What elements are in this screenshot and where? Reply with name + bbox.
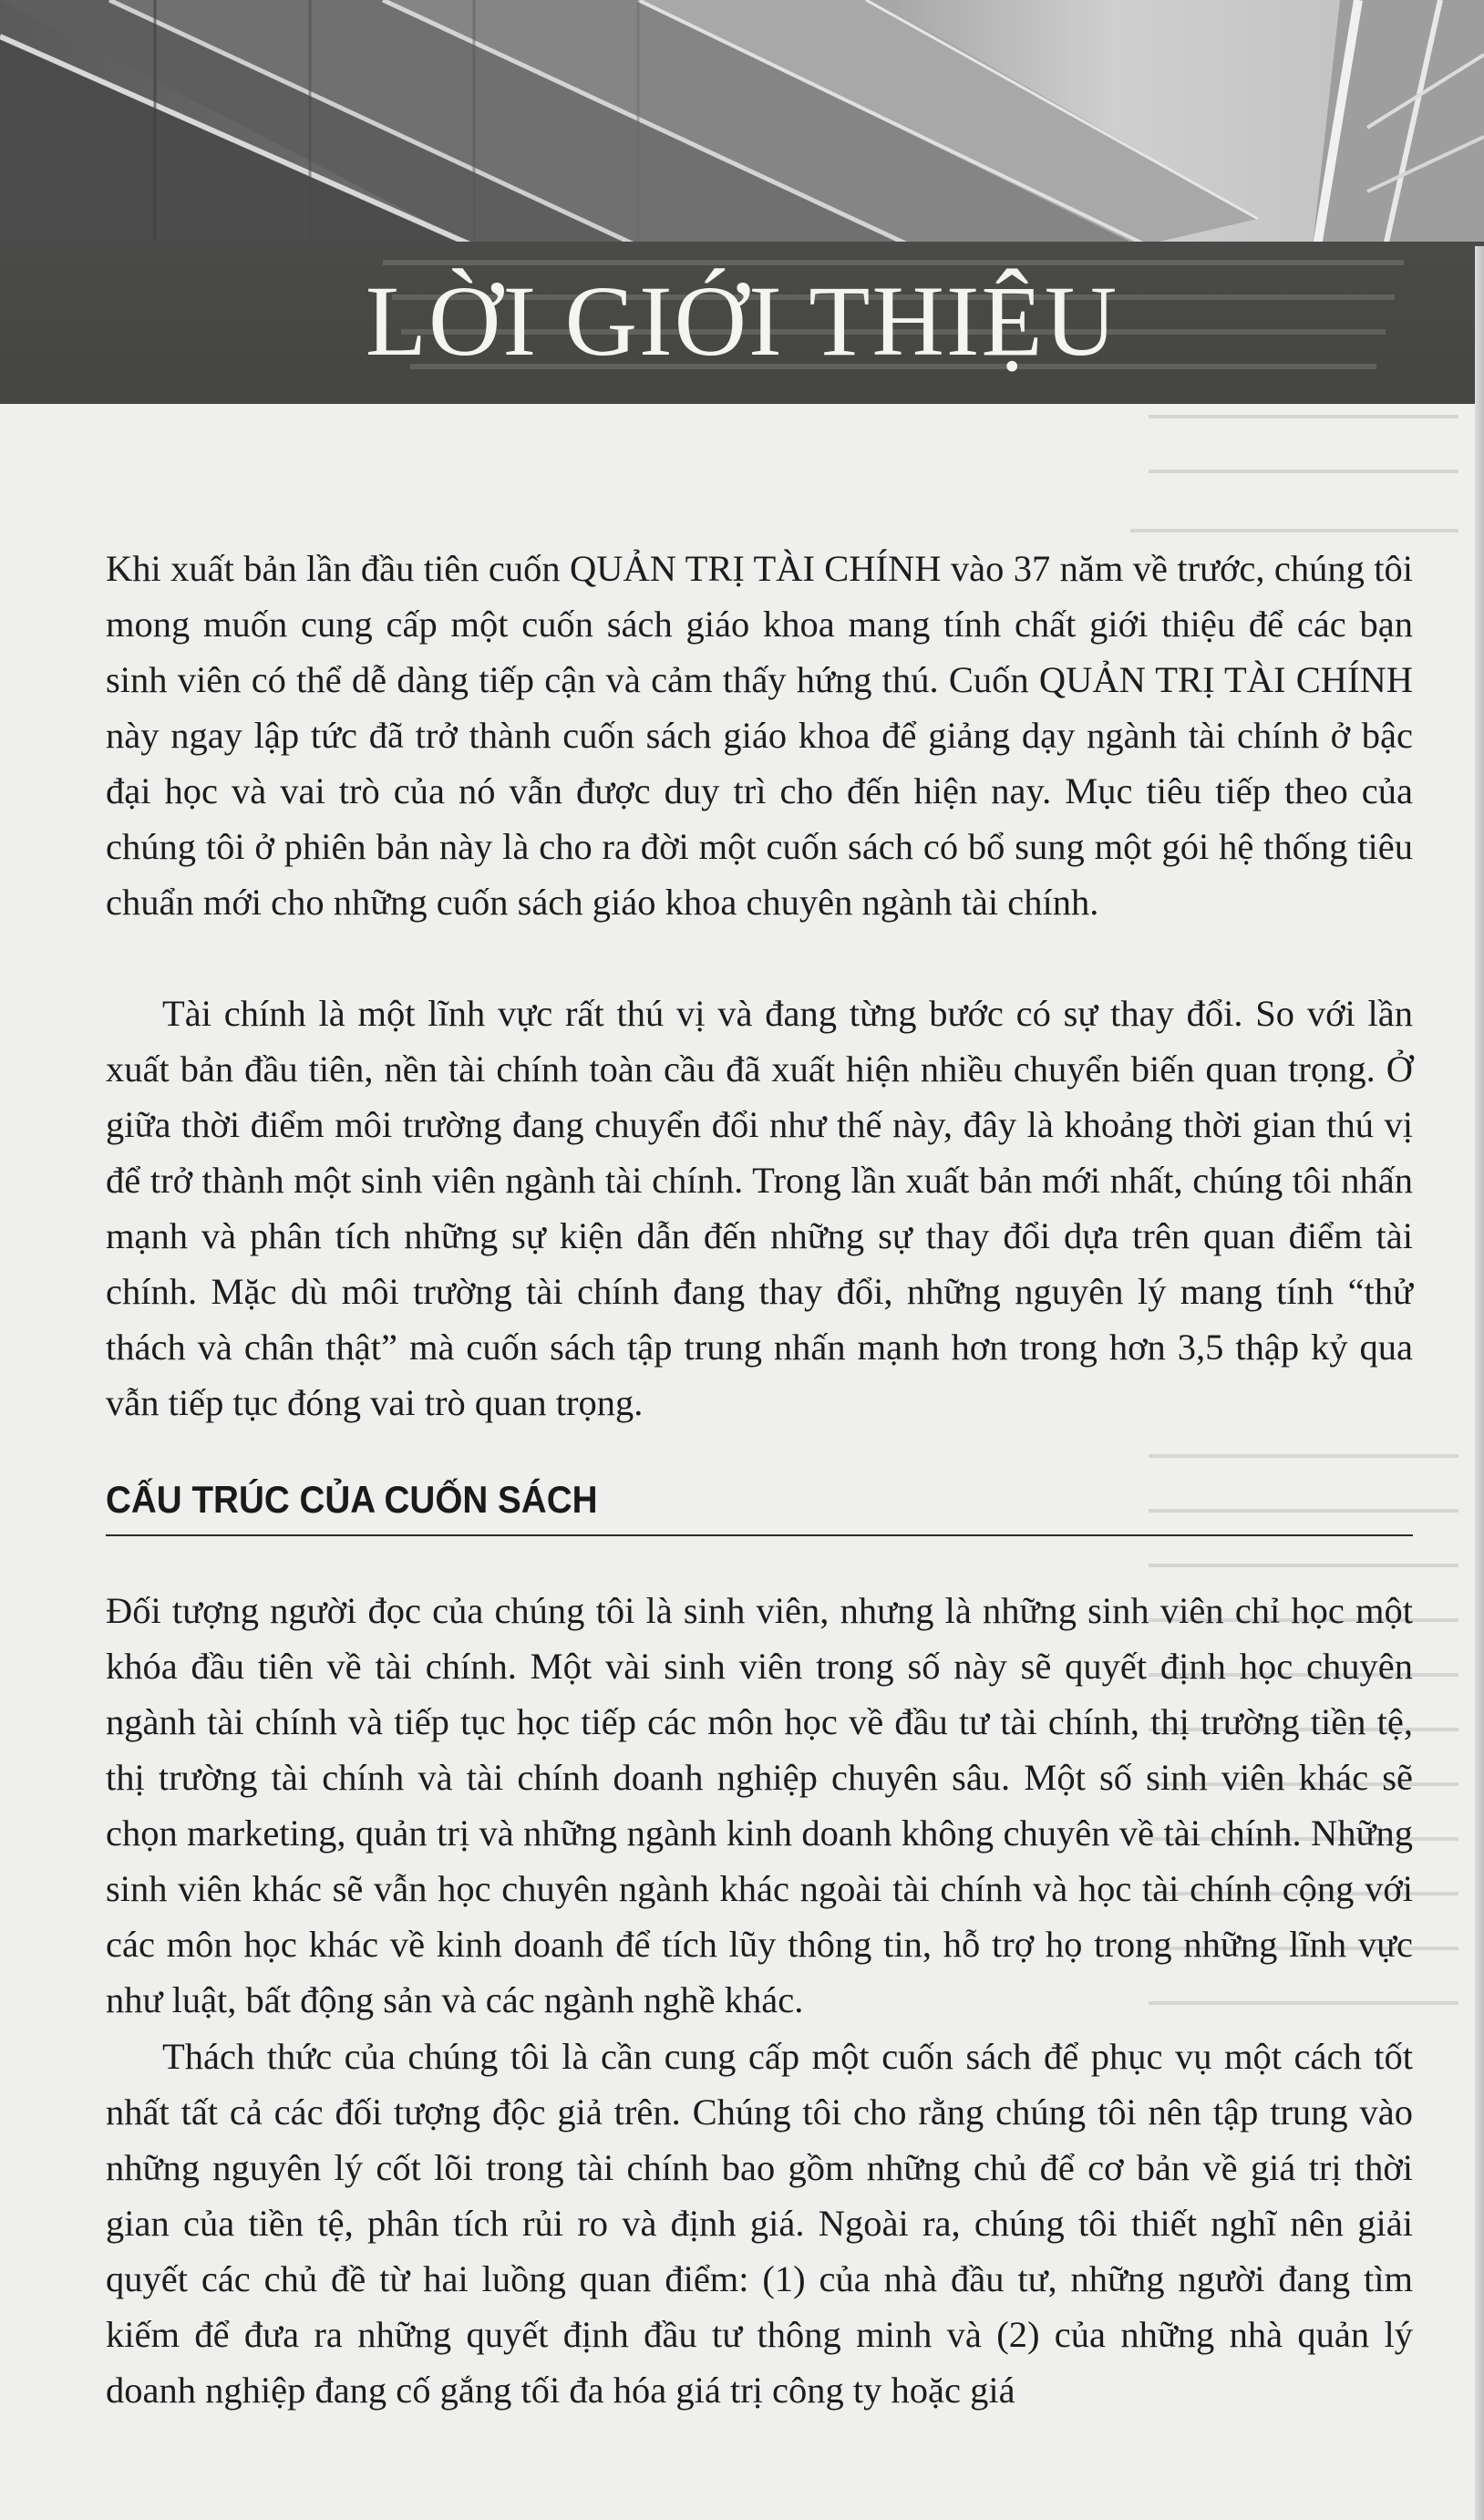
page-edge-shadow — [1475, 246, 1484, 2520]
section-divider — [106, 1534, 1413, 1536]
section-heading: CẤU TRÚC CỦA CUỐN SÁCH — [106, 1478, 598, 1521]
intro-paragraph-2: Tài chính là một lĩnh vực rất thú vị và đang từng bước có sự thay đổi. So với lần xuất bản đầu tiên, nền tài chính toàn cầu đã xuất hiện nhiều chuyển biến quan trọng. Ở giữa thời điểm môi trường đang chuyển đổi như thế này, đây là khoảng thời gian thú vị để trở thành một sinh viên ngành tài chính. Trong lần xuất bản mới nhất, chúng tôi nhấn mạnh và phân tích những sự kiện dẫn đến những sự thay đổi dựa trên quan điểm tài chính. Mặc dù môi trường tài chính đang thay đổi, những nguyên lý mang tính “thử thách và chân thật” mà cuốn sách tập trung nhấn mạnh hơn trong hơn 3,5 thập kỷ qua vẫn tiếp tục đóng vai trò quan trọng. — [106, 993, 1413, 1423]
page-title: LỜI GIỚI THIỆU — [365, 265, 1119, 377]
building-glass-facade — [0, 0, 1484, 246]
section-paragraph-2: Thách thức của chúng tôi là cần cung cấp một cuốn sách để phục vụ một cách tốt nhất tất cả các đối tượng độc giả trên. Chúng tôi cho rằng chúng tôi nên tập trung vào những nguyên lý cốt lõi trong tài chính bao gồm những chủ để cơ bản về giá trị thời gian của tiền tệ, phân tích rủi ro và định giá. Ngoài ra, chúng tôi thiết nghĩ nên giải quyết các chủ đề từ hai luồng quan điểm: (1) của nhà đầu tư, những người đang tìm kiếm để đưa ra những quyết định đầu tư thông minh và (2) của những nhà quản lý doanh nghiệp đang cố gắng tối đa hóa giá trị công ty hoặc giá — [106, 2036, 1413, 2411]
intro-paragraph-1: Khi xuất bản lần đầu tiên cuốn QUẢN TRỊ TÀI CHÍNH vào 37 năm về trước, chúng tôi mong muốn cung cấp một cuốn sách giáo khoa mang tính chất giới thiệu để các bạn sinh viên có thể dễ dàng tiếp cận và cảm thấy hứng thú. Cuốn QUẢN TRỊ TÀI CHÍNH này ngay lập tức đã trở thành cuốn sách giáo khoa để giảng dạy ngành tài chính ở bậc đại học và vai trò của nó vẫn được duy trì cho đến hiện nay. Mục tiêu tiếp theo của chúng tôi ở phiên bản này là cho ra đời một cuốn sách có bổ sung một gói hệ thống tiêu chuẩn mới cho những cuốn sách giáo khoa chuyên ngành tài chính. — [106, 548, 1413, 923]
header-photo-building — [0, 0, 1484, 246]
section-paragraph-1: Đối tượng người đọc của chúng tôi là sinh viên, nhưng là những sinh viên chỉ học một khóa đầu tiên về tài chính. Một vài sinh viên trong số này sẽ quyết định học chuyên ngành tài chính và tiếp tục học tiếp các môn học về đầu tư tài chính, thị trường tiền tệ, thị trường tài chính và tài chính doanh nghiệp chuyên sâu. Một số sinh viên khác sẽ chọn marketing, quản trị và những ngành kinh doanh không chuyên về tài chính. Những sinh viên khác sẽ vẫn học chuyên ngành khác ngoài tài chính và học tài chính cộng với các môn học khác về kinh doanh để tích lũy thông tin, hỗ trợ họ trong những lĩnh vực như luật, bất động sản và các ngành nghề khác. — [106, 1590, 1413, 2020]
